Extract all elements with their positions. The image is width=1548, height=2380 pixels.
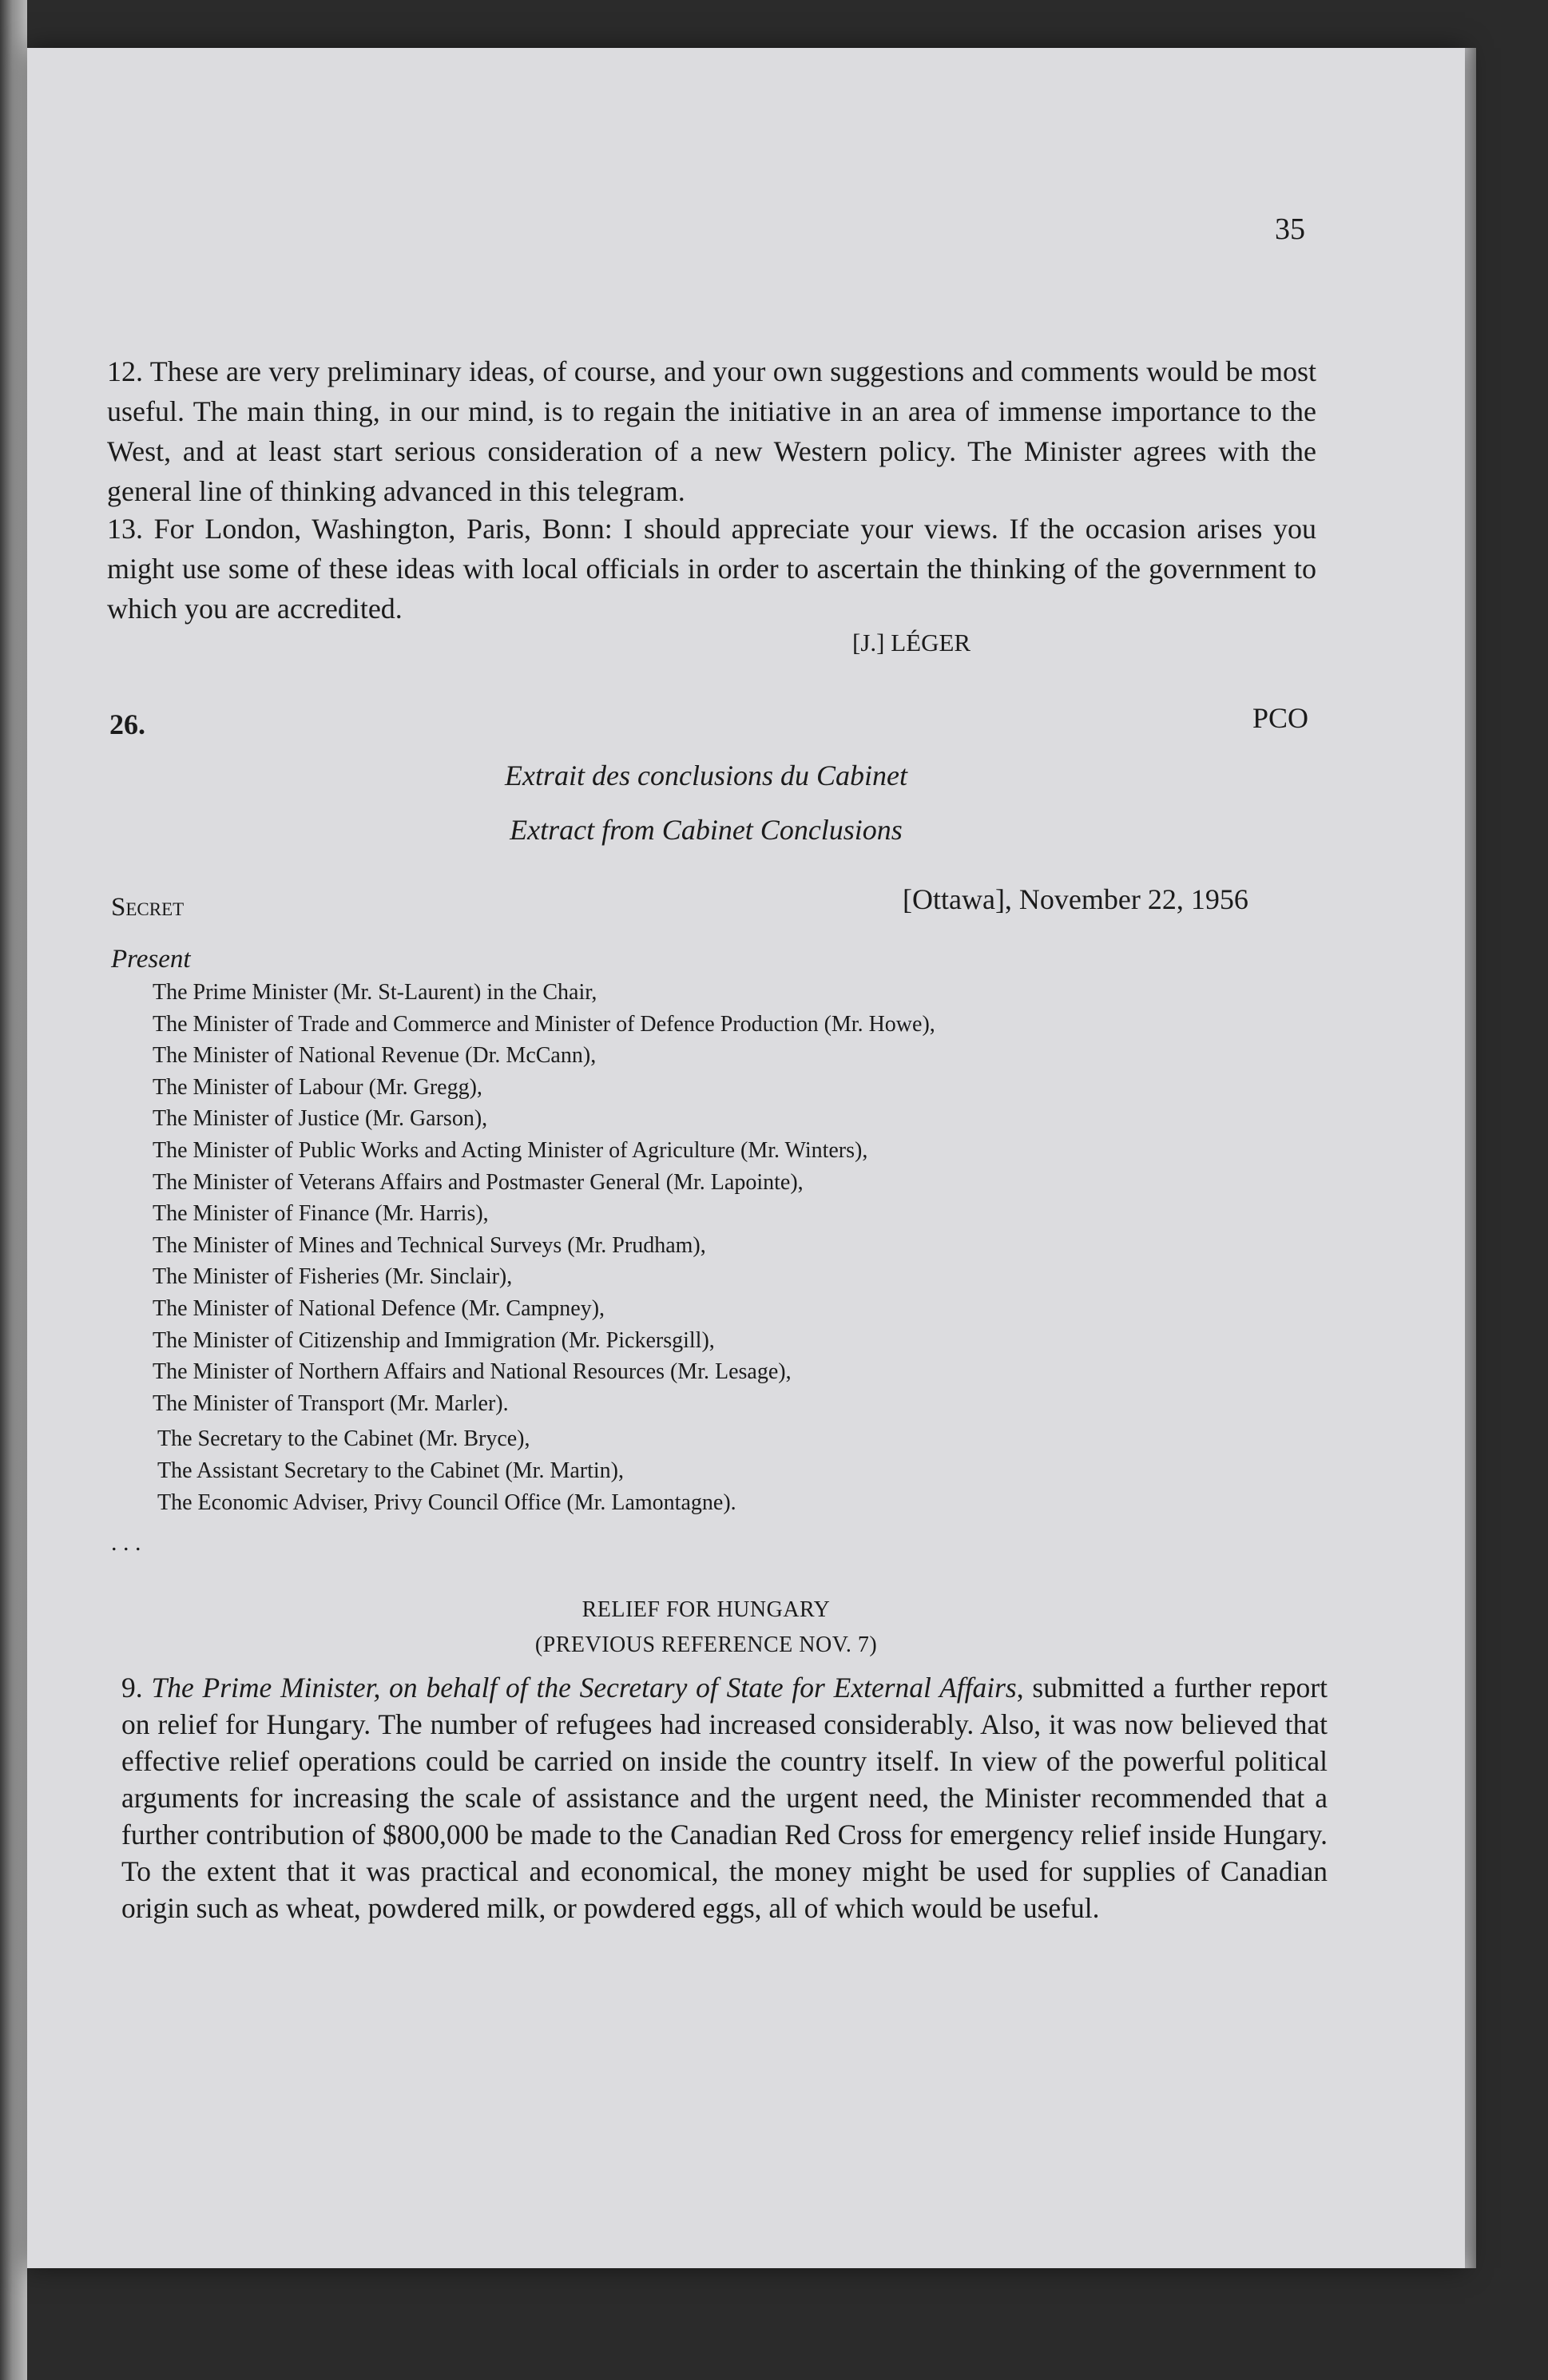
list-item: The Minister of Northern Affairs and National Resources (Mr. Lesage),: [153, 1359, 792, 1385]
title-english: Extract from Cabinet Conclusions: [510, 814, 903, 846]
list-item: The Minister of Fisheries (Mr. Sinclair),: [153, 1264, 513, 1290]
list-item: The Minister of National Revenue (Dr. McCann),: [153, 1043, 597, 1069]
list-item: The Minister of National Defence (Mr. Campney),: [153, 1295, 605, 1321]
paragraph-9-body: , submitted a further report on relief for Hungary. The number of refugees had increased considerably. Also, it was now believed that effective relief operations could be carried on inside the country itself. In view of the powerful political arguments for increasing the scale of assistance and the urgent need, the Minister recommended that a further contribution of $800,000 be made to the Canadian Red Cross for emergency relief inside Hungary. To the extent that it was practical and economical, the money might be used for supplies of Canadian origin such as wheat, powdered milk, or powdered eggs, all of which would be useful.: [121, 1672, 1328, 1924]
list-item: The Minister of Labour (Mr. Gregg),: [153, 1074, 482, 1100]
document-number: 26.: [109, 708, 145, 740]
list-item: The Minister of Veterans Affairs and Postmaster General (Mr. Lapointe),: [153, 1169, 804, 1195]
section-heading: RELIEF FOR HUNGARY: [581, 1597, 831, 1622]
list-item: The Minister of Finance (Mr. Harris),: [153, 1201, 489, 1227]
signature: [J.] LÉGER: [852, 629, 971, 656]
binding-edge: [0, 0, 27, 2380]
paragraph-9-lead: 9.: [121, 1672, 152, 1704]
officials-list: [157, 1423, 736, 1519]
list-item: The Minister of Transport (Mr. Marler).: [153, 1390, 509, 1416]
list-item: The Minister of Citizenship and Immigration (Mr. Pickersgill),: [153, 1327, 715, 1353]
page-edge: [1465, 48, 1476, 2268]
section-reference: (PREVIOUS REFERENCE NOV. 7): [534, 1632, 878, 1657]
paragraph-9: [121, 1669, 1328, 1926]
ministers-list: [153, 977, 935, 1419]
page-number: 35: [1275, 212, 1305, 246]
title-french: Extrait des conclusions du Cabinet: [505, 760, 907, 791]
list-item: The Prime Minister (Mr. St-Laurent) in the Chair,: [153, 980, 597, 1005]
classification: Secret: [111, 893, 185, 922]
paragraph-9-speaker: The Prime Minister, on behalf of the Secretary of State for External Affairs: [151, 1672, 1017, 1704]
list-item: The Minister of Public Works and Acting Minister of Agriculture (Mr. Winters),: [153, 1137, 868, 1163]
present-label: Present: [111, 945, 191, 974]
paragraph-13: 13. For London, Washington, Paris, Bonn: I should appreciate your views. If the occasion arises you might use some of these ideas with local officials in order to ascertain the thinking of the government to which you are accredited.: [107, 513, 1316, 625]
document-page: [27, 48, 1465, 2268]
paragraph-12: 12. These are very preliminary ideas, of course, and your own suggestions and comments would be most useful. The main thing, in our mind, is to regain the initiative in an area of immense importance to the West, and at least start serious consideration of a new Western policy. The Minister agrees with the general line of thinking advanced in this telegram.: [107, 355, 1316, 507]
list-item: The Assistant Secretary to the Cabinet (Mr. Martin),: [157, 1458, 624, 1483]
list-item: The Secretary to the Cabinet (Mr. Bryce),: [157, 1426, 530, 1451]
list-item: The Minister of Mines and Technical Surveys (Mr. Prudham),: [153, 1232, 706, 1258]
document-source: PCO: [1252, 702, 1309, 734]
date-line: [Ottawa], November 22, 1956: [903, 883, 1248, 915]
ellipsis: . . .: [111, 1529, 141, 1556]
list-item: The Minister of Justice (Mr. Garson),: [153, 1106, 488, 1132]
list-item: The Minister of Trade and Commerce and Minister of Defence Production (Mr. Howe),: [153, 1011, 935, 1037]
list-item: The Economic Adviser, Privy Council Office (Mr. Lamontagne).: [157, 1490, 736, 1515]
